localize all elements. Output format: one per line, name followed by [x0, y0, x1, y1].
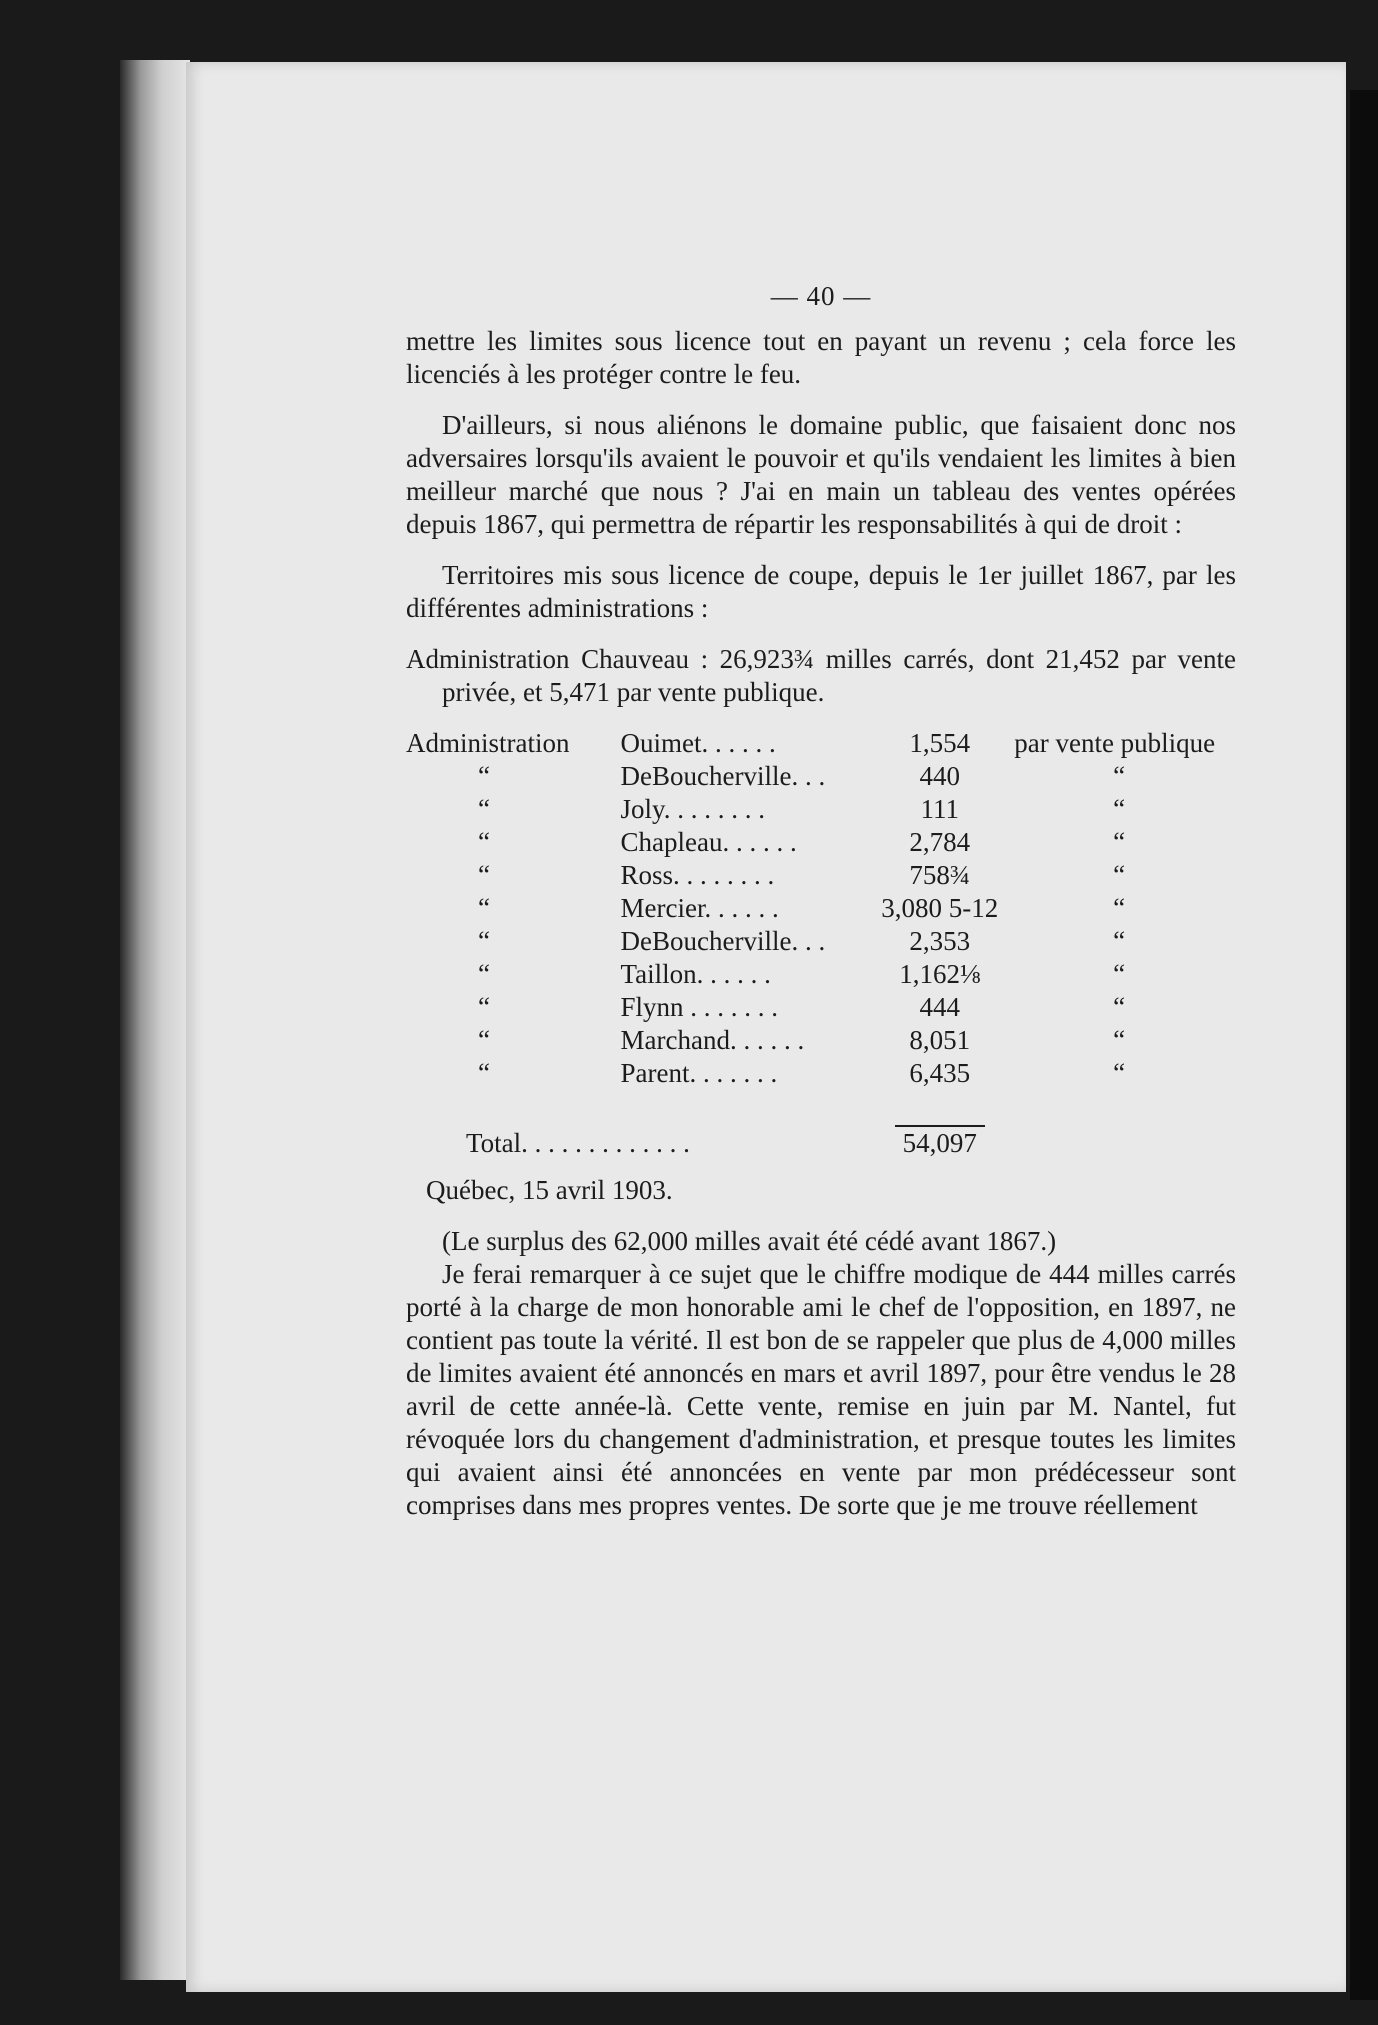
- table-row: [406, 1024, 1236, 1057]
- row-value: 8,051: [909, 1025, 971, 1055]
- row-prefix: “: [478, 1025, 490, 1055]
- sales-table: [406, 727, 1236, 1160]
- row-prefix: “: [478, 926, 490, 956]
- row-prefix: “: [478, 860, 490, 890]
- table-row: [406, 859, 1236, 892]
- row-note: “: [1113, 1025, 1126, 1055]
- page-text: [406, 280, 1236, 1522]
- row-value: 6,435: [909, 1058, 971, 1088]
- paragraph-continuation: mettre les limites sous licence tout en payant un revenu ; cela force les licenciés à les protéger contre le feu.: [406, 326, 1236, 389]
- row-note: “: [1113, 992, 1126, 1022]
- row-prefix: Administration: [406, 728, 570, 758]
- paragraph-adversaires: D'ailleurs, si nous aliénons le domaine public, que faisaient donc nos adversaires lorsqu'ils avaient le pouvoir et qu'ils vendaient les limites à bien meilleur marché que nous ? J'ai en main un tableau des ventes opérées depuis 1867, qui permettra de répartir les responsabilités à qui de droit :: [406, 410, 1236, 539]
- place-date: Québec, 15 avril 1903.: [426, 1175, 673, 1205]
- row-value: 2,784: [909, 827, 971, 857]
- row-value: 3,080 5-12: [881, 893, 999, 923]
- facing-page-edge: [1350, 90, 1378, 2000]
- row-administration-name: Joly. . . . . . . .: [620, 794, 766, 824]
- paragraph-chauveau: Administration Chauveau : 26,923¾ milles carrés, dont 21,452 par vente privée, et 5,471 par vente publique.: [406, 644, 1236, 707]
- total-row: [406, 1127, 1236, 1160]
- row-prefix: “: [478, 893, 490, 923]
- row-administration-name: DeBoucherville. . .: [620, 761, 826, 791]
- row-value: 1,554: [909, 728, 971, 758]
- row-administration-name: Taillon. . . . . .: [620, 959, 771, 989]
- row-note: “: [1113, 794, 1126, 824]
- row-administration-name: Ross. . . . . . . .: [620, 860, 775, 890]
- total-value: 54,097: [902, 1128, 977, 1158]
- row-value: 1,162⅛: [899, 959, 981, 989]
- row-administration-name: Marchand. . . . . .: [620, 1025, 805, 1055]
- row-prefix: “: [478, 1058, 490, 1088]
- row-prefix: “: [478, 992, 490, 1022]
- page-number: — 40 —: [770, 281, 872, 311]
- row-prefix: “: [478, 794, 490, 824]
- table-row: [406, 826, 1236, 859]
- row-administration-name: DeBoucherville. . .: [620, 926, 826, 956]
- row-prefix: “: [478, 959, 490, 989]
- total-label: Total. . . . . . . . . . . . .: [466, 1128, 690, 1158]
- row-value: 444: [919, 992, 961, 1022]
- row-note: “: [1113, 827, 1126, 857]
- row-value: 440: [919, 761, 961, 791]
- table-row: [406, 760, 1236, 793]
- row-note: “: [1113, 1058, 1126, 1088]
- table-row: [406, 958, 1236, 991]
- row-prefix: “: [478, 761, 490, 791]
- row-note: “: [1113, 959, 1126, 989]
- table-row: [406, 892, 1236, 925]
- row-note: “: [1113, 926, 1126, 956]
- row-value: 758¾: [909, 860, 971, 890]
- row-administration-name: Ouimet. . . . . .: [620, 728, 776, 758]
- row-note: “: [1113, 761, 1126, 791]
- row-value: 2,353: [909, 926, 971, 956]
- paragraph-remarque: Je ferai remarquer à ce sujet que le chiffre modique de 444 milles carrés porté à la charge de mon honorable ami le chef de l'opposition, en 1897, ne contient pas toute la vérité. Il est bon de se rappeler que plus de 4,000 milles de limites avaient été annoncés en mars et avril 1897, pour être vendus le 28 avril de cette année-là. Cette vente, remise en juin par M. Nantel, fut révoquée lors du changement d'administration, et presque toutes les limites qui avaient ainsi été annoncées en vente par mon prédécesseur sont comprises dans mes propres ventes. De sorte que je me trouve réellement: [406, 1259, 1236, 1520]
- table-row: [406, 991, 1236, 1024]
- table-row: [406, 925, 1236, 958]
- row-note: “: [1113, 893, 1126, 923]
- table-row: [406, 793, 1236, 826]
- table-row: [406, 727, 1236, 760]
- total-rule-row: [406, 1090, 1236, 1127]
- paragraph-territoires: Territoires mis sous licence de coupe, depuis le 1er juillet 1867, par les différentes administrations :: [406, 560, 1236, 623]
- paragraph-surplus: (Le surplus des 62,000 milles avait été cédé avant 1867.): [442, 1226, 1057, 1256]
- row-administration-name: Chapleau. . . . . .: [620, 827, 797, 857]
- row-note: “: [1113, 860, 1126, 890]
- row-administration-name: Flynn . . . . . . .: [620, 992, 779, 1022]
- row-prefix: “: [478, 827, 490, 857]
- row-note: par vente publique: [1014, 728, 1216, 758]
- table-row: [406, 1057, 1236, 1090]
- row-administration-name: Mercier. . . . . .: [620, 893, 779, 923]
- row-value: 111: [920, 794, 960, 824]
- book-spine-edge: [120, 60, 190, 1980]
- row-administration-name: Parent. . . . . . .: [620, 1058, 778, 1088]
